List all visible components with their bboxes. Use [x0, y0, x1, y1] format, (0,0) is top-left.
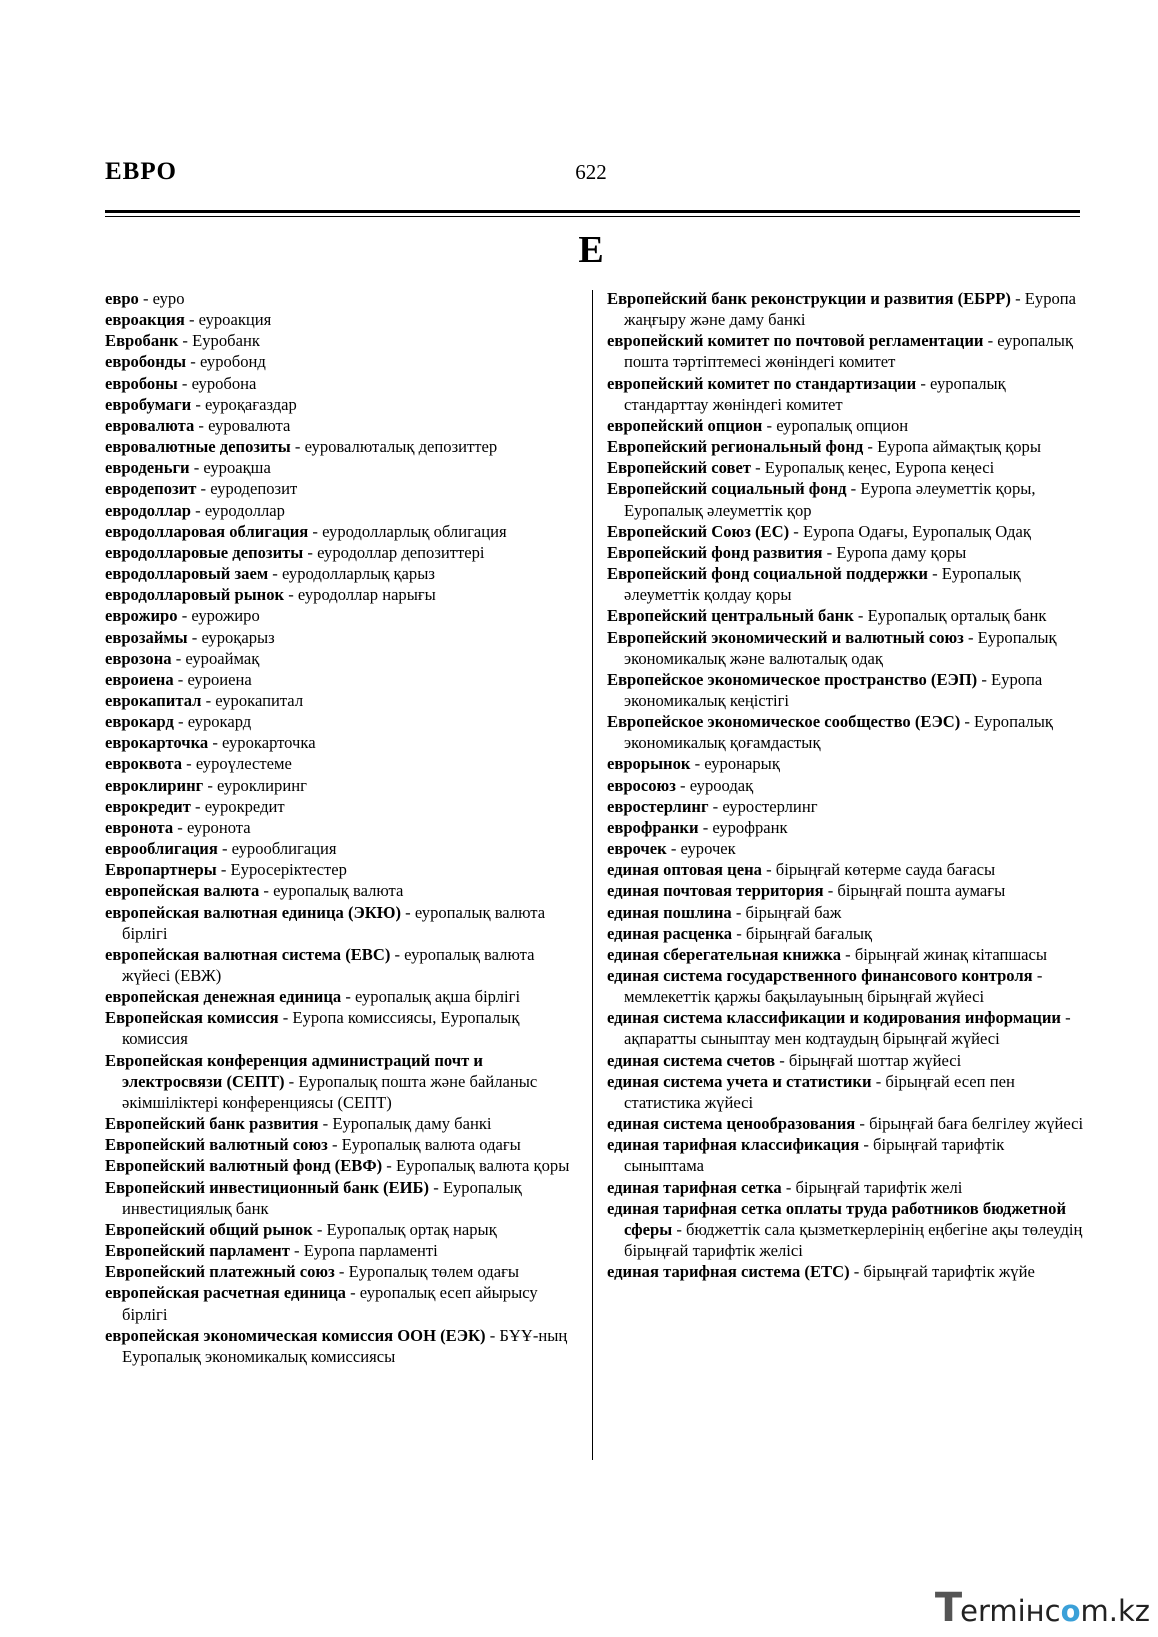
left-column: [105, 288, 585, 1367]
dictionary-entry: [105, 563, 585, 584]
entry-definition: - Еуропалық әлеуметтік қолдау қоры: [624, 564, 1021, 605]
entry-definition: - Еуропалық орталық банк: [853, 606, 1047, 626]
entry-definition: - еуропалық ақша бірлігі: [341, 987, 521, 1007]
entry-definition: - еуро: [138, 289, 185, 308]
entry-definition: - бюджеттік сала қызметкерлерінің еңбегіне ақы төлеудің бірыңғай тарифтік желісі: [624, 1219, 1083, 1261]
entry-term: еврожиро: [105, 606, 178, 626]
entry-definition: - бірыңғай баж: [731, 902, 842, 922]
entry-definition: - Еуропа аймақтық қоры: [863, 437, 1041, 457]
entry-term: Европартнеры: [105, 860, 217, 880]
entry-definition: - еуробона: [177, 373, 257, 393]
entry-definition: - Еуропа жаңғыру және даму банкі: [624, 289, 1077, 330]
entry-term: Европейский валютный фонд (ЕВФ): [105, 1156, 383, 1176]
entry-term: Европейский центральный банк: [607, 606, 854, 626]
entry-definition: - еуропалық валюта: [259, 881, 404, 901]
entry-definition: - еуроакция: [184, 310, 272, 330]
entry-definition: - еуроодақ: [675, 775, 754, 795]
entry-definition: - еуроаймақ: [171, 648, 260, 668]
entry-term: евросоюз: [607, 775, 676, 795]
entry-definition: - еуропалық валюта бірлігі: [122, 902, 546, 943]
dictionary-entry: [607, 436, 1087, 457]
dictionary-entry: [105, 1007, 585, 1049]
entry-definition: - Еуропалық валюта қоры: [382, 1156, 570, 1176]
entry-term: европейская валюта: [105, 881, 260, 901]
entry-definition: - еуроқағаздар: [191, 394, 297, 414]
dictionary-entry: [105, 732, 585, 753]
entry-term: евробонды: [105, 352, 187, 372]
entry-term: единая система государственного финансового контроля: [607, 966, 1033, 985]
entry-definition: - Еуропалық даму банкі: [318, 1114, 492, 1134]
entry-term: единая оптовая цена: [607, 860, 762, 880]
entry-definition: - мемлекеттік қаржы бақылауының бірыңғай жүйесі: [624, 966, 1043, 1007]
entry-definition: - еурокард: [173, 712, 252, 732]
entry-definition: - еурофранк: [698, 817, 788, 837]
entry-term: Европейский банк развития: [105, 1114, 319, 1134]
entry-term: Европейское экономическое сообщество (ЕЭС): [607, 712, 961, 732]
entry-term: Европейский фонд социальной поддержки: [607, 564, 928, 584]
entry-definition: - бірыңғай баға белгілеу жүйесі: [855, 1114, 1084, 1134]
entry-definition: - еуронарық: [690, 754, 780, 774]
dictionary-entry: [105, 1261, 585, 1282]
entry-term: евродолларовая облигация: [105, 521, 309, 541]
dictionary-entry: [105, 605, 585, 626]
entry-term: еврокредит: [105, 796, 191, 816]
entry-term: еврочек: [607, 839, 667, 859]
section-letter: Е: [578, 229, 604, 271]
entry-term: Европейский парламент: [105, 1241, 290, 1261]
entry-term: европейский комитет по почтовой регламентации: [607, 331, 984, 351]
dictionary-entry: [607, 965, 1087, 1007]
watermark-t: T: [934, 1585, 963, 1631]
entry-definition: - Еуропалық экономикалық қоғамдастық: [624, 712, 1053, 753]
entry-definition: - еуродепозит: [196, 479, 298, 499]
dictionary-entry: [607, 1198, 1087, 1261]
dictionary-entry: [105, 880, 585, 901]
dictionary-entry: [607, 521, 1087, 542]
dictionary-entry: [105, 838, 585, 859]
dictionary-entry: [607, 902, 1087, 923]
entry-definition: - бірыңғай көтерме сауда бағасы: [761, 860, 996, 880]
entry-definition: - еуропалық пошта тәртіптемесі жөніндегі комитет: [624, 331, 1074, 372]
dictionary-entry: [607, 627, 1087, 669]
watermark-accent: o: [1060, 1594, 1081, 1628]
entry-definition: - еуродоллар: [191, 500, 285, 520]
entry-definition: - Еуропа әлеуметтік қоры, Еуропалық әлеуметтік қор: [624, 479, 1036, 520]
dictionary-entry: [105, 457, 585, 478]
entry-term: евродолларовые депозиты: [105, 542, 304, 562]
dictionary-entry: [607, 669, 1087, 711]
dictionary-entry: [105, 902, 585, 944]
dictionary-entry: [607, 796, 1087, 817]
entry-definition: - еуропалық валюта жүйесі (ЕВЖ): [122, 944, 535, 985]
dictionary-entry: [607, 817, 1087, 838]
dictionary-entry: [105, 521, 585, 542]
dictionary-entry: [607, 1134, 1087, 1176]
entry-definition: - еурокредит: [190, 796, 285, 816]
dictionary-entry: [607, 1050, 1087, 1071]
dictionary-entry: [105, 1134, 585, 1155]
entry-term: Евробанк: [105, 331, 179, 351]
entry-term: евроквота: [105, 754, 182, 774]
dictionary-entry: [105, 542, 585, 563]
entry-definition: - еуродоллар нарығы: [284, 585, 436, 605]
entry-term: еврозаймы: [105, 627, 188, 647]
entry-term: единая система ценообразования: [607, 1114, 856, 1134]
entry-term: Европейский валютный союз: [105, 1135, 328, 1155]
entry-term: Европейская конференция администраций почт и электросвязи (СЕПТ): [105, 1050, 483, 1091]
entry-term: единая расценка: [607, 923, 733, 943]
entry-term: европейская валютная единица (ЭКЮ): [105, 902, 401, 922]
entry-term: еврофранки: [607, 817, 699, 837]
entry-definition: - еуростерлинг: [708, 796, 818, 816]
entry-term: еврокарточка: [105, 733, 209, 753]
entry-definition: - бірыңғай жинақ кітапшасы: [841, 944, 1048, 964]
column-divider: [592, 290, 593, 1460]
entry-term: Европейский инвестиционный банк (ЕИБ): [105, 1177, 430, 1197]
entry-term: еврокапитал: [105, 690, 202, 710]
entry-definition: - Еуропа парламенті: [289, 1241, 438, 1261]
right-column: [607, 288, 1087, 1282]
entry-term: евродоллар: [105, 500, 191, 520]
entry-term: единая система учета и статистики: [607, 1071, 872, 1091]
dictionary-entry: [105, 394, 585, 415]
dictionary-entry: [105, 1177, 585, 1219]
entry-definition: - еурооблигация: [217, 839, 337, 859]
entry-definition: - Еуропалық пошта және байланыс әкімшіліктері конференциясы (СЕПТ): [122, 1071, 538, 1112]
entry-term: еврокард: [105, 712, 174, 732]
dictionary-entry: [105, 690, 585, 711]
entry-term: евронота: [105, 817, 174, 837]
dictionary-entry: [105, 1282, 585, 1324]
entry-definition: - Еуропалық ортақ нарық: [312, 1219, 497, 1239]
dictionary-entry: [105, 648, 585, 669]
dictionary-entry: [105, 627, 585, 648]
entry-definition: - Еуропа экономикалық кеңістігі: [624, 669, 1043, 710]
dictionary-entry: [607, 330, 1087, 372]
entry-term: евродепозит: [105, 479, 197, 499]
watermark-text-1: ermінc: [960, 1594, 1061, 1628]
dictionary-entry: [607, 415, 1087, 436]
entry-definition: - еурокапитал: [201, 690, 304, 710]
dictionary-entry: [105, 309, 585, 330]
entry-term: единая тарифная сетка оплаты труда работников бюджетной сферы: [607, 1198, 1067, 1239]
entry-term: единая тарифная сетка: [607, 1177, 782, 1197]
entry-term: евровалютные депозиты: [105, 437, 291, 457]
entry-term: европейский комитет по стандартизации: [607, 373, 917, 393]
entry-term: Европейский совет: [607, 458, 751, 478]
dictionary-entry: [607, 944, 1087, 965]
dictionary-entry: [105, 478, 585, 499]
header-rule-thick: [105, 210, 1080, 213]
entry-definition: - бірыңғай пошта аумағы: [823, 881, 1006, 901]
dictionary-entry: [105, 584, 585, 605]
dictionary-entry: [607, 1007, 1087, 1049]
entry-definition: - Еуропа Одағы, Еуропалық Одақ: [789, 521, 1031, 541]
dictionary-entry: [607, 1177, 1087, 1198]
entry-term: единая система счетов: [607, 1050, 776, 1070]
entry-term: Европейское экономическое пространство (ЕЭП): [607, 669, 978, 689]
watermark-logo: [935, 1585, 1150, 1631]
entry-term: евродолларовый рынок: [105, 585, 285, 605]
dictionary-entry: [607, 478, 1087, 520]
entry-term: Европейский общий рынок: [105, 1219, 313, 1239]
entry-term: Европейский социальный фонд: [607, 479, 847, 499]
entry-term: евроклиринг: [105, 775, 204, 795]
entry-term: Европейский платежный союз: [105, 1262, 335, 1282]
dictionary-entry: [105, 415, 585, 436]
header-rule-thin: [105, 216, 1080, 217]
entry-term: европейская валютная система (ЕВС): [105, 944, 391, 964]
page-number: 622: [575, 160, 607, 184]
watermark-text-2: m.kz: [1080, 1594, 1150, 1628]
dictionary-entry: [607, 1261, 1087, 1282]
entry-definition: - ақпаратты сыныптау мен кодтаудың бірыңғай жүйесі: [624, 1008, 1071, 1049]
entry-definition: - Еуробанк: [178, 331, 260, 351]
entry-definition: - еуродолларлық қарыз: [268, 564, 435, 584]
dictionary-entry: [105, 436, 585, 457]
dictionary-entry: [105, 330, 585, 351]
entry-definition: - Еуропалық кеңес, Еуропа кеңесі: [750, 458, 995, 478]
dictionary-entry: [105, 986, 585, 1007]
dictionary-entry: [105, 1240, 585, 1261]
dictionary-entry: [105, 373, 585, 394]
entry-definition: - еуровалюта: [194, 415, 291, 435]
entry-term: евроденьги: [105, 458, 190, 478]
entry-definition: - еурочек: [666, 839, 736, 859]
dictionary-entry: [105, 859, 585, 880]
entry-definition: - бірыңғай тарифтік жүйе: [849, 1262, 1035, 1282]
dictionary-entry: [607, 775, 1087, 796]
entry-definition: - еуропалық стандарттау жөніндегі комитет: [624, 373, 1006, 414]
entry-term: Европейский экономический и валютный союз: [607, 627, 964, 647]
dictionary-entry: [105, 796, 585, 817]
entry-term: европейская расчетная единица: [105, 1283, 346, 1303]
entry-definition: - еуровалюталық депозиттер: [290, 437, 498, 457]
entry-term: единая сберегательная книжка: [607, 944, 841, 964]
entry-definition: - еурожиро: [177, 606, 260, 626]
dictionary-entry: [105, 1155, 585, 1176]
entry-term: еврорынок: [607, 754, 691, 774]
entry-definition: - Еуропалық төлем одағы: [334, 1262, 520, 1282]
entry-definition: - еуробонд: [186, 352, 266, 372]
dictionary-entry: [607, 373, 1087, 415]
dictionary-entry: [105, 775, 585, 796]
entry-definition: - еуроклиринг: [203, 775, 307, 795]
entry-term: Европейский банк реконструкции и развития (ЕБРР): [607, 289, 1011, 308]
entry-definition: - еуроқарыз: [187, 627, 275, 647]
dictionary-entry: [607, 288, 1087, 330]
entry-term: Европейский Союз (ЕС): [607, 521, 790, 541]
entry-definition: - еуропалық опцион: [762, 415, 909, 435]
entry-term: единая тарифная классификация: [607, 1135, 860, 1155]
entry-term: европейская денежная единица: [105, 987, 342, 1007]
entry-term: евробумаги: [105, 394, 192, 414]
entry-term: евровалюта: [105, 415, 195, 435]
entry-term: единая пошлина: [607, 902, 732, 922]
entry-term: единая почтовая территория: [607, 881, 824, 901]
entry-term: европейская экономическая комиссия ООН (ЕЭК): [105, 1325, 486, 1345]
entry-definition: - бірыңғай бағалық: [732, 923, 873, 943]
dictionary-entry: [105, 288, 585, 309]
dictionary-entry: [105, 711, 585, 732]
entry-definition: - еуродолларлық облигация: [308, 521, 507, 541]
dictionary-entry: [607, 753, 1087, 774]
dictionary-entry: [105, 817, 585, 838]
dictionary-entry: [105, 944, 585, 986]
entry-term: единая система классификации и кодирования информации: [607, 1008, 1061, 1028]
entry-term: Европейская комиссия: [105, 1008, 279, 1028]
dictionary-entry: [607, 838, 1087, 859]
entry-definition: - Еуропалық инвестициялық банк: [122, 1177, 522, 1218]
dictionary-entry: [607, 923, 1087, 944]
dictionary-entry: [105, 351, 585, 372]
dictionary-entry: [105, 1113, 585, 1134]
entry-definition: - еуронота: [173, 817, 251, 837]
entry-definition: - Еуросеріктестер: [216, 860, 347, 880]
entry-term: единая тарифная система (ЕТС): [607, 1262, 850, 1282]
entry-term: Европейский региональный фонд: [607, 437, 864, 457]
entry-term: евро: [105, 289, 139, 308]
dictionary-entry: [105, 1050, 585, 1113]
entry-definition: - бірыңғай есеп пен статистика жүйесі: [624, 1071, 1015, 1112]
entry-term: евробоны: [105, 373, 178, 393]
entry-term: еврооблигация: [105, 839, 218, 859]
entry-term: евроакция: [105, 310, 185, 330]
entry-definition: - Еуропалық экономикалық және валюталық одақ: [624, 627, 1057, 668]
entry-definition: - бірыңғай тарифтік сыныптама: [624, 1135, 1005, 1176]
dictionary-entry: [607, 880, 1087, 901]
entry-definition: - БҰҰ-ның Еуропалық экономикалық комиссиясы: [122, 1325, 568, 1366]
dictionary-entry: [105, 669, 585, 690]
dictionary-entry: [607, 859, 1087, 880]
dictionary-entry: [607, 1113, 1087, 1134]
dictionary-entry: [105, 1219, 585, 1240]
page-header-title: ЕВРО: [105, 158, 177, 185]
entry-term: евроиена: [105, 669, 174, 689]
dictionary-entry: [607, 542, 1087, 563]
dictionary-entry: [105, 753, 585, 774]
dictionary-entry: [105, 500, 585, 521]
dictionary-entry: [607, 605, 1087, 626]
entry-definition: - еуродоллар депозиттері: [303, 542, 485, 562]
entry-definition: - Еуропалық валюта одағы: [327, 1135, 521, 1155]
entry-definition: - еурокарточка: [208, 733, 316, 753]
entry-term: европейский опцион: [607, 415, 763, 435]
dictionary-entry: [607, 563, 1087, 605]
entry-definition: - еуропалық есеп айырысу бірлігі: [122, 1283, 538, 1324]
entry-definition: - еуроиена: [173, 669, 252, 689]
entry-term: евростерлинг: [607, 796, 709, 816]
dictionary-entry: [105, 1325, 585, 1367]
dictionary-entry: [607, 457, 1087, 478]
entry-definition: - Еуропа даму қоры: [822, 542, 967, 562]
entry-definition: - Еуропа комиссиясы, Еуропалық комиссия: [122, 1008, 520, 1049]
dictionary-entry: [607, 1071, 1087, 1113]
entry-term: евродолларовый заем: [105, 564, 269, 584]
entry-term: еврозона: [105, 648, 172, 668]
entry-definition: - еуроақша: [189, 458, 271, 478]
entry-definition: - еуроүлестеме: [182, 754, 292, 774]
dictionary-entry: [607, 711, 1087, 753]
entry-definition: - бірыңғай шоттар жүйесі: [775, 1050, 962, 1070]
entry-definition: - бірыңғай тарифтік желі: [781, 1177, 963, 1197]
entry-term: Европейский фонд развития: [607, 542, 823, 562]
